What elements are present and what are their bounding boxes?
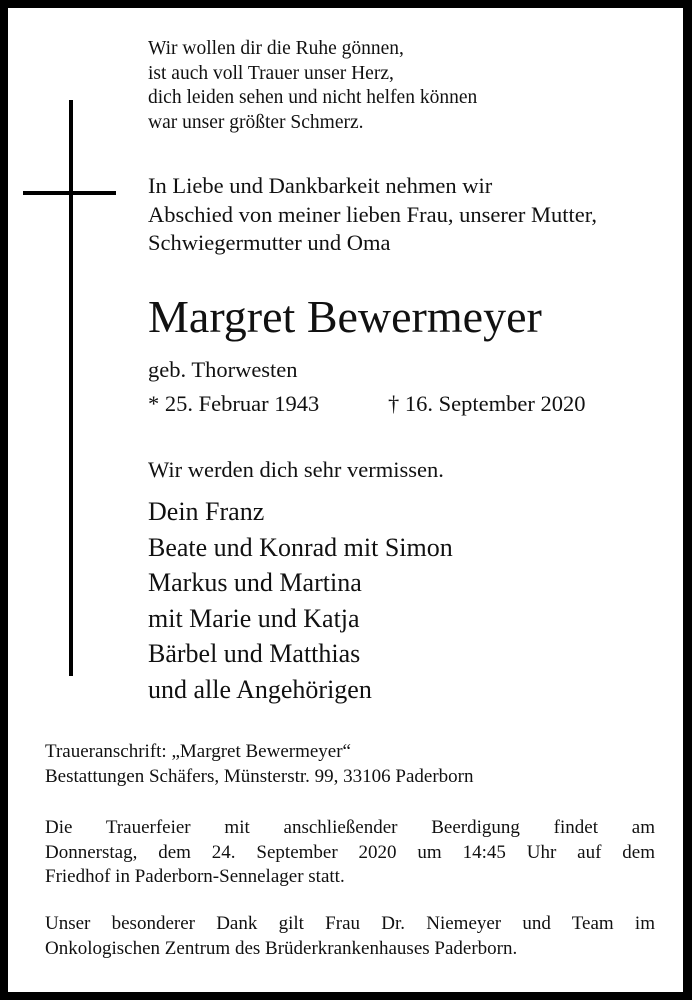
- deceased-name: Margret Bewermeyer: [148, 291, 542, 342]
- condolence-address: [45, 740, 655, 789]
- farewell-text: Wir werden dich sehr vermissen.: [148, 457, 444, 482]
- intro-text: [148, 172, 597, 258]
- intro-line: Schwiegermutter und Oma: [148, 230, 391, 255]
- ceremony-info: [45, 816, 655, 890]
- death-date: † 16. September 2020: [388, 391, 586, 416]
- thanks-note: [45, 912, 655, 961]
- thanks-line: Onkologischen Zentrum des Brüderkrankenhauses Paderborn.: [45, 937, 518, 959]
- family-member: und alle Angehörigen: [148, 674, 372, 704]
- poem-line: Wir wollen dir die Ruhe gönnen,: [148, 38, 404, 59]
- thanks-line: Unser besonderer Dank gilt Frau Dr. Niemeyer und Team im: [45, 913, 655, 934]
- intro-line: Abschied von meiner lieben Frau, unserer Mutter,: [148, 201, 597, 227]
- intro-line: In Liebe und Dankbarkeit nehmen wir: [148, 173, 493, 198]
- family-member: Markus und Martina: [148, 568, 362, 597]
- ceremony-line: Die Trauerfeier mit anschließender Beerdigung findet am: [45, 817, 655, 838]
- family-member: Bärbel und Matthias: [148, 639, 361, 668]
- maiden-name: geb. Thorwesten: [148, 357, 298, 382]
- poem: [148, 37, 477, 135]
- poem-line: dich leiden sehen und nicht helfen können: [148, 87, 478, 108]
- poem-line: ist auch voll Trauer unser Herz,: [148, 62, 394, 84]
- family-list: [148, 494, 453, 707]
- family-member: Beate und Konrad mit Simon: [148, 532, 453, 562]
- birth-date: * 25. Februar 1943: [148, 391, 320, 416]
- life-dates: [148, 390, 628, 418]
- address-line: Bestattungen Schäfers, Münsterstr. 99, 33106 Paderborn: [45, 765, 474, 787]
- address-line: Traueranschrift: „Margret Bewermeyer“: [45, 741, 351, 762]
- ceremony-line: Donnerstag, dem 24. September 2020 um 14:45 Uhr auf dem: [45, 841, 655, 863]
- poem-line: war unser größter Schmerz.: [148, 111, 364, 133]
- cross-icon-horizontal: [23, 191, 116, 195]
- cross-icon-vertical: [69, 100, 73, 676]
- ceremony-line: Friedhof in Paderborn-Sennelager statt.: [45, 866, 345, 887]
- obituary-notice: [8, 8, 683, 992]
- family-member: mit Marie und Katja: [148, 603, 360, 633]
- family-member: Dein Franz: [148, 497, 265, 526]
